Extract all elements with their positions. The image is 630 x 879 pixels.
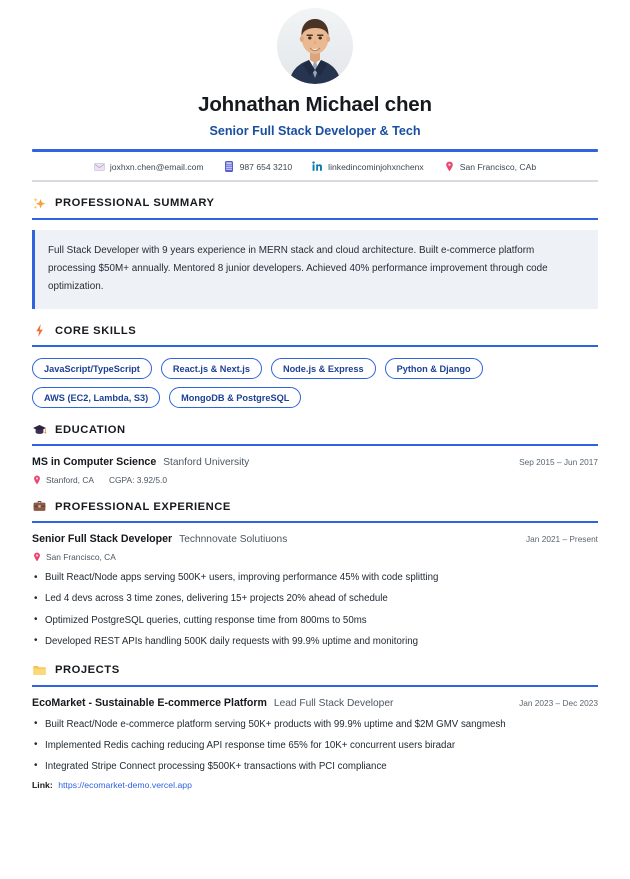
linkedin-icon	[312, 161, 323, 172]
email-icon	[94, 161, 105, 172]
skill-pill: React.js & Next.js	[161, 358, 262, 379]
contact-divider	[32, 180, 598, 182]
folder-icon	[32, 663, 47, 678]
contact-phone-text: 987 654 3210	[239, 161, 293, 172]
section-core-skills	[0, 323, 630, 408]
contact-location[interactable]	[444, 161, 536, 172]
education-school: Stanford University	[163, 457, 250, 469]
section-education	[0, 422, 630, 485]
education-gpa: CGPA: 3.92/5.0	[108, 474, 167, 485]
lightning-bolt-icon	[32, 323, 47, 338]
skill-pill: AWS (EC2, Lambda, S3)	[32, 387, 160, 408]
contact-bar-wrapper	[0, 152, 630, 182]
projects-section-header	[32, 663, 598, 678]
contact-email-text: joxhxn.chen@email.com	[109, 161, 204, 172]
projects-section-title: PROJECTS	[55, 664, 120, 677]
skill-pill: Node.js & Express	[271, 358, 376, 379]
project-link-label: Link:	[32, 779, 53, 790]
location-pin-icon	[32, 551, 41, 562]
experience-entry	[32, 533, 598, 648]
summary-section-header	[32, 196, 598, 211]
experience-entry-main	[32, 533, 287, 545]
education-entry-header	[32, 456, 598, 468]
experience-bullet: • Led 4 devs across 3 time zones, delivering 15+ projects 20% ahead of schedule	[32, 591, 598, 606]
education-degree: MS in Computer Science	[32, 456, 157, 469]
summary-section-title: PROFESSIONAL SUMMARY	[55, 197, 215, 209]
project-bullet: • Implemented Redis caching reducing API response time 65% for 10K+ concurrent users biradar	[32, 738, 598, 753]
project-link-line	[32, 780, 598, 790]
contact-linkedin[interactable]	[312, 161, 424, 172]
experience-bullet: • Built React/Node apps serving 500K+ users, improving performance 45% with code splitting	[32, 570, 598, 585]
project-role: Lead Full Stack Developer	[273, 697, 394, 709]
contact-phone[interactable]	[224, 161, 293, 172]
experience-date: Jan 2021 – Present	[526, 534, 598, 545]
candidate-headline: Senior Full Stack Developer & Tech	[209, 124, 421, 138]
profile-photo-icon	[277, 8, 353, 84]
sparkles-icon	[32, 196, 47, 211]
education-entry	[32, 456, 598, 485]
project-link-url[interactable]: https://ecomarket-demo.vercel.app	[58, 779, 192, 790]
skill-pill: Python & Django	[385, 358, 483, 379]
education-entry-main	[32, 456, 249, 468]
location-pin-icon	[32, 474, 41, 485]
section-professional-summary	[0, 196, 630, 310]
contact-location-text: San Francisco, CAb	[459, 161, 537, 172]
experience-bullet: • Developed REST APIs handling 500K daily requests with 99.9% uptime and monitoring	[32, 634, 598, 649]
skills-section-title: CORE SKILLS	[55, 324, 137, 337]
location-pin-icon	[444, 161, 455, 172]
contact-bar	[32, 152, 598, 180]
experience-meta	[32, 551, 598, 562]
project-bullet: • Built React/Node e-commerce platform serving 50K+ products with 99.9% uptime and $2M GMV sangmesh	[32, 717, 598, 732]
experience-role: Senior Full Stack Developer	[32, 533, 173, 546]
project-entry	[32, 697, 598, 790]
skills-section-header	[32, 323, 598, 338]
avatar-wrapper	[32, 8, 598, 84]
education-section-rule	[32, 444, 598, 446]
contact-email[interactable]	[94, 161, 204, 172]
projects-section-rule	[32, 685, 598, 687]
experience-bullet: • Optimized PostgreSQL queries, cutting response time from 800ms to 50ms	[32, 613, 598, 628]
experience-section-header	[32, 499, 598, 514]
skills-list	[32, 358, 598, 408]
experience-company: Technnovate Solutiuons	[179, 534, 288, 546]
project-bullets	[32, 717, 598, 774]
phone-icon	[224, 161, 235, 172]
profile-photo-avatar	[277, 8, 353, 84]
skills-section-rule	[32, 345, 598, 347]
experience-location: San Francisco, CA	[46, 551, 116, 562]
project-name: EcoMarket - Sustainable E-commerce Platform	[32, 696, 267, 709]
education-section-title: EDUCATION	[55, 423, 126, 436]
contact-linkedin-text: linkedincominjohxnchenx	[328, 161, 424, 172]
project-bullet: • Integrated Stripe Connect processing $500K+ transactions with PCI compliance	[32, 759, 598, 774]
project-entry-main	[32, 697, 393, 709]
experience-section-rule	[32, 521, 598, 523]
education-section-header	[32, 422, 598, 437]
education-meta	[32, 474, 598, 485]
candidate-name: Johnathan Michael chen	[198, 93, 432, 116]
summary-section-rule	[32, 218, 598, 220]
experience-bullets	[32, 570, 598, 648]
section-projects	[0, 663, 630, 790]
experience-section-title: PROFESSIONAL EXPERIENCE	[55, 500, 231, 513]
education-location: Stanford, CA	[46, 474, 94, 485]
section-professional-experience	[0, 499, 630, 648]
project-date: Jan 2023 – Dec 2023	[519, 697, 598, 708]
experience-entry-header	[32, 533, 598, 545]
project-entry-header	[32, 697, 598, 709]
briefcase-icon	[32, 499, 47, 514]
skill-pill: MongoDB & PostgreSQL	[169, 387, 301, 408]
graduation-cap-icon	[32, 422, 47, 437]
education-date: Sep 2015 – Jun 2017	[519, 457, 598, 468]
skill-pill: JavaScript/TypeScript	[32, 358, 152, 379]
summary-text: Full Stack Developer with 9 years experience in MERN stack and cloud architecture. Built e-commerce platform processing $50M+ annually. Mentored 8 junior developers. Achieved 40% performance improvement through code optimization.	[32, 230, 598, 310]
resume-header	[0, 0, 630, 152]
